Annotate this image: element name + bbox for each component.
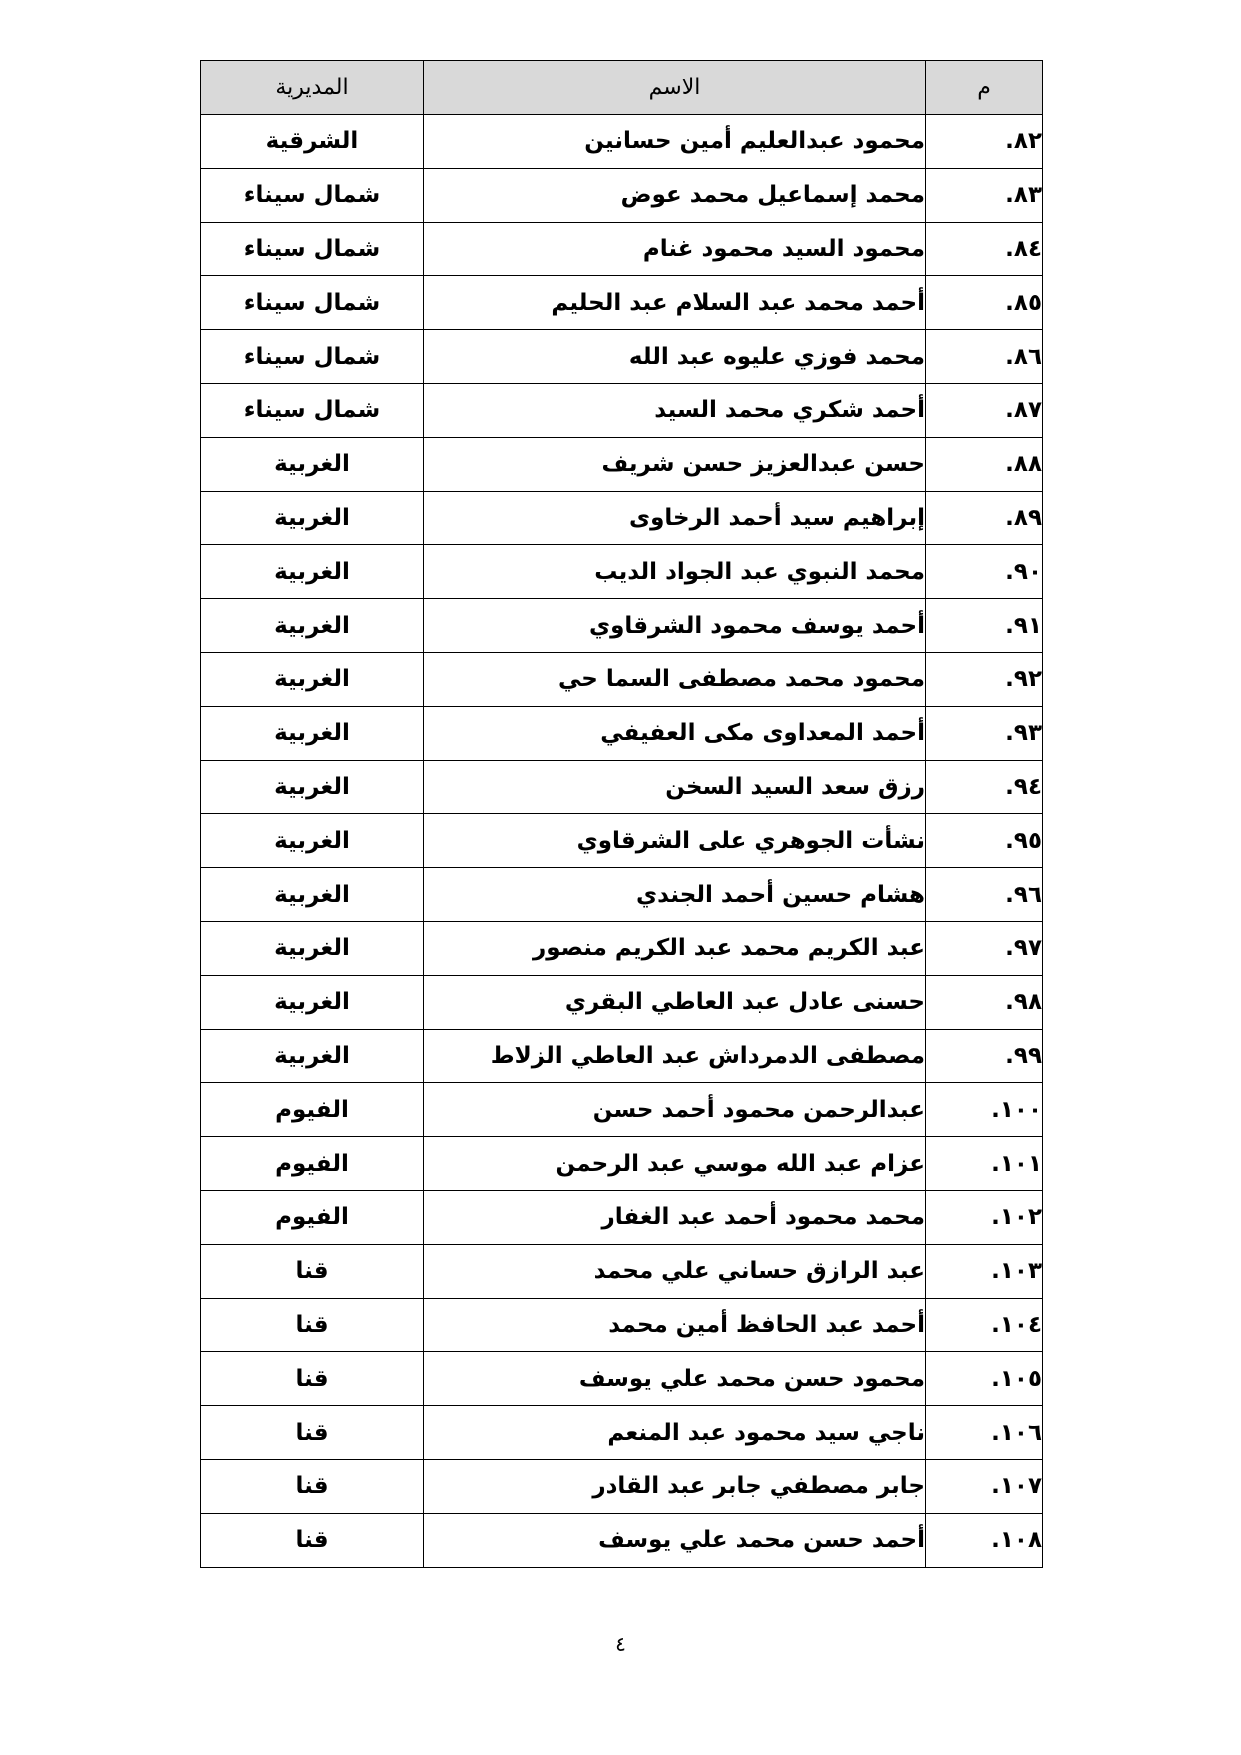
- row-number: ١٠٣.: [926, 1244, 1043, 1298]
- document-page: [200, 60, 1042, 1568]
- person-name: محمد فوزي عليوه عبد الله: [424, 330, 926, 384]
- person-name: محمد النبوي عبد الجواد الديب: [424, 545, 926, 599]
- person-name: أحمد يوسف محمود الشرقاوي: [424, 599, 926, 653]
- person-name: أحمد حسن محمد علي يوسف: [424, 1513, 926, 1567]
- table-row: [201, 921, 1043, 975]
- person-name: عبد الرازق حساني علي محمد: [424, 1244, 926, 1298]
- row-number: ١٠١.: [926, 1137, 1043, 1191]
- directorate-name: شمال سيناء: [201, 222, 424, 276]
- table-row: [201, 1298, 1043, 1352]
- row-number: ٨٦.: [926, 330, 1043, 384]
- person-name: محمود حسن محمد علي يوسف: [424, 1352, 926, 1406]
- person-name: أحمد محمد عبد السلام عبد الحليم: [424, 276, 926, 330]
- row-number: ٨٢.: [926, 115, 1043, 169]
- directorate-name: الغربية: [201, 1029, 424, 1083]
- row-number: ١٠٤.: [926, 1298, 1043, 1352]
- person-name: محمد إسماعيل محمد عوض: [424, 168, 926, 222]
- table-header: [201, 61, 1043, 115]
- person-name: رزق سعد السيد السخن: [424, 760, 926, 814]
- row-number: ٨٨.: [926, 437, 1043, 491]
- page-number: ٤: [615, 1632, 626, 1656]
- directorate-name: الشرقية: [201, 115, 424, 169]
- row-number: ١٠٢.: [926, 1190, 1043, 1244]
- table-row: [201, 545, 1043, 599]
- person-name: هشام حسين أحمد الجندي: [424, 868, 926, 922]
- directorate-name: شمال سيناء: [201, 168, 424, 222]
- row-number: ٩٩.: [926, 1029, 1043, 1083]
- directorate-name: قنا: [201, 1298, 424, 1352]
- person-name: عبد الكريم محمد عبد الكريم منصور: [424, 921, 926, 975]
- directorate-name: قنا: [201, 1244, 424, 1298]
- directorate-name: الغربية: [201, 921, 424, 975]
- directorate-name: الغربية: [201, 491, 424, 545]
- directorate-name: شمال سيناء: [201, 383, 424, 437]
- directorate-name: الغربية: [201, 599, 424, 653]
- table-row: [201, 115, 1043, 169]
- row-number: ٩٨.: [926, 975, 1043, 1029]
- directorate-name: قنا: [201, 1459, 424, 1513]
- row-number: ٩٦.: [926, 868, 1043, 922]
- table-row: [201, 1190, 1043, 1244]
- row-number: ١٠٦.: [926, 1406, 1043, 1460]
- table-row: [201, 814, 1043, 868]
- table-row: [201, 222, 1043, 276]
- table-row: [201, 1083, 1043, 1137]
- table-row: [201, 437, 1043, 491]
- person-name: محمود عبدالعليم أمين حسانين: [424, 115, 926, 169]
- directorate-name: شمال سيناء: [201, 276, 424, 330]
- table-row: [201, 652, 1043, 706]
- names-table: [200, 60, 1043, 1568]
- table-body: [201, 115, 1043, 1568]
- directorate-name: قنا: [201, 1406, 424, 1460]
- table-row: [201, 1244, 1043, 1298]
- row-number: ٩١.: [926, 599, 1043, 653]
- person-name: مصطفى الدمرداش عبد العاطي الزلاط: [424, 1029, 926, 1083]
- directorate-name: الغربية: [201, 437, 424, 491]
- directorate-name: الغربية: [201, 652, 424, 706]
- directorate-name: الفيوم: [201, 1083, 424, 1137]
- row-number: ٩٣.: [926, 706, 1043, 760]
- header-name: الاسم: [424, 61, 926, 115]
- person-name: حسنى عادل عبد العاطي البقري: [424, 975, 926, 1029]
- table-row: [201, 168, 1043, 222]
- row-number: ٩٠.: [926, 545, 1043, 599]
- header-number: م: [926, 61, 1043, 115]
- table-row: [201, 760, 1043, 814]
- table-row: [201, 1459, 1043, 1513]
- table-row: [201, 706, 1043, 760]
- person-name: محمد محمود أحمد عبد الغفار: [424, 1190, 926, 1244]
- table-row: [201, 1513, 1043, 1567]
- directorate-name: الفيوم: [201, 1137, 424, 1191]
- row-number: ٩٢.: [926, 652, 1043, 706]
- person-name: أحمد عبد الحافظ أمين محمد: [424, 1298, 926, 1352]
- directorate-name: قنا: [201, 1352, 424, 1406]
- table-row: [201, 868, 1043, 922]
- table-row: [201, 1352, 1043, 1406]
- row-number: ١٠٠.: [926, 1083, 1043, 1137]
- row-number: ٨٧.: [926, 383, 1043, 437]
- row-number: ٨٤.: [926, 222, 1043, 276]
- directorate-name: شمال سيناء: [201, 330, 424, 384]
- person-name: حسن عبدالعزيز حسن شريف: [424, 437, 926, 491]
- directorate-name: الفيوم: [201, 1190, 424, 1244]
- directorate-name: الغربية: [201, 868, 424, 922]
- row-number: ٩٤.: [926, 760, 1043, 814]
- row-number: ٨٥.: [926, 276, 1043, 330]
- table-row: [201, 491, 1043, 545]
- person-name: جابر مصطفي جابر عبد القادر: [424, 1459, 926, 1513]
- row-number: ٩٥.: [926, 814, 1043, 868]
- person-name: محمود محمد مصطفى السما حي: [424, 652, 926, 706]
- table-row: [201, 276, 1043, 330]
- table-row: [201, 1406, 1043, 1460]
- header-directorate: المديرية: [201, 61, 424, 115]
- table-row: [201, 1029, 1043, 1083]
- row-number: ٨٣.: [926, 168, 1043, 222]
- person-name: عزام عبد الله موسي عبد الرحمن: [424, 1137, 926, 1191]
- person-name: أحمد المعداوى مكى العفيفي: [424, 706, 926, 760]
- directorate-name: الغربية: [201, 814, 424, 868]
- table-row: [201, 383, 1043, 437]
- row-number: ٩٧.: [926, 921, 1043, 975]
- table-row: [201, 330, 1043, 384]
- person-name: عبدالرحمن محمود أحمد حسن: [424, 1083, 926, 1137]
- row-number: ١٠٧.: [926, 1459, 1043, 1513]
- row-number: ١٠٨.: [926, 1513, 1043, 1567]
- directorate-name: الغربية: [201, 545, 424, 599]
- person-name: أحمد شكري محمد السيد: [424, 383, 926, 437]
- person-name: ناجي سيد محمود عبد المنعم: [424, 1406, 926, 1460]
- directorate-name: الغربية: [201, 975, 424, 1029]
- directorate-name: الغربية: [201, 760, 424, 814]
- table-row: [201, 1137, 1043, 1191]
- directorate-name: قنا: [201, 1513, 424, 1567]
- table-row: [201, 599, 1043, 653]
- header-row: [201, 61, 1043, 115]
- person-name: محمود السيد محمود غنام: [424, 222, 926, 276]
- person-name: إبراهيم سيد أحمد الرخاوى: [424, 491, 926, 545]
- row-number: ١٠٥.: [926, 1352, 1043, 1406]
- person-name: نشأت الجوهري على الشرقاوي: [424, 814, 926, 868]
- table-row: [201, 975, 1043, 1029]
- directorate-name: الغربية: [201, 706, 424, 760]
- row-number: ٨٩.: [926, 491, 1043, 545]
